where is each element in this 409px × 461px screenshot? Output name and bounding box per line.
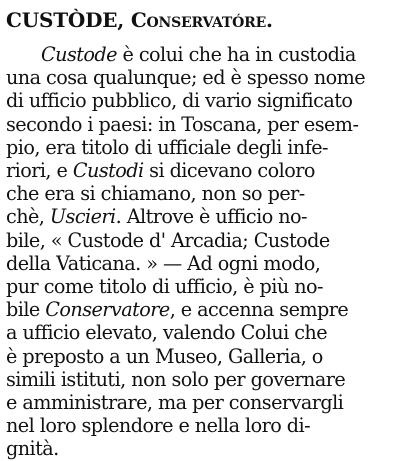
text-run: chè, xyxy=(6,205,50,229)
headword: CUSTÒDE, xyxy=(6,8,125,32)
text-run: è colui che ha in custodia xyxy=(116,43,356,66)
text-run: della Vaticana. » — Ad ogni modo, xyxy=(6,251,321,275)
text-run: . Altrove è ufficio no- xyxy=(115,205,307,229)
text-run: gnità. xyxy=(6,437,59,461)
text-line xyxy=(6,275,401,298)
text-line xyxy=(6,113,401,136)
text-line xyxy=(6,298,401,321)
text-line xyxy=(6,437,401,460)
text-line xyxy=(6,89,401,112)
text-run: si dicevano coloro xyxy=(143,159,315,183)
italic-term: Custodi xyxy=(72,159,144,183)
italic-term: Conservatore xyxy=(45,298,170,322)
text-line xyxy=(6,252,401,275)
text-line xyxy=(6,205,401,228)
text-run: simili istituti, non solo per governare xyxy=(6,367,346,391)
text-line xyxy=(6,182,401,205)
text-run: riori, e xyxy=(6,159,73,183)
text-run: pio, era titolo di ufficiale degli infe- xyxy=(6,135,328,159)
text-run: di ufficio pubblico, di vario significato xyxy=(6,89,353,113)
entry-heading xyxy=(6,9,273,31)
text-line xyxy=(6,321,401,344)
text-line xyxy=(6,159,401,182)
text-line xyxy=(6,66,401,89)
text-run: , e accenna sempre xyxy=(169,298,349,322)
text-run: secondo i paesi: in Toscana, per esem- xyxy=(6,112,359,136)
text-run: nel loro splendore e nella loro di- xyxy=(6,414,311,438)
text-run: che era si chiamano, non so per- xyxy=(6,182,305,206)
text-run: è preposto a un Museo, Galleria, o xyxy=(6,344,323,368)
italic-term: Custode xyxy=(41,43,117,66)
text-run: e amministrare, ma per conservargli xyxy=(6,391,344,415)
text-line xyxy=(6,368,401,391)
italic-term: Uscieri xyxy=(49,205,116,229)
text-line xyxy=(6,345,401,368)
text-run: pur come titolo di ufficio, è più no- xyxy=(6,275,323,299)
text-line xyxy=(6,43,401,66)
text-run: bile xyxy=(6,298,46,322)
text-run: a ufficio elevato, valendo Colui che xyxy=(6,321,328,345)
headword-synonym: Conservatóre. xyxy=(130,8,273,32)
text-line xyxy=(6,414,401,437)
text-run: una cosa qualunque; ed è spesso nome xyxy=(6,66,366,90)
text-line xyxy=(6,229,401,252)
entry-definition xyxy=(6,43,401,461)
text-line xyxy=(6,136,401,159)
text-run: bile, « Custode d' Arcadia; Custode xyxy=(6,228,330,252)
